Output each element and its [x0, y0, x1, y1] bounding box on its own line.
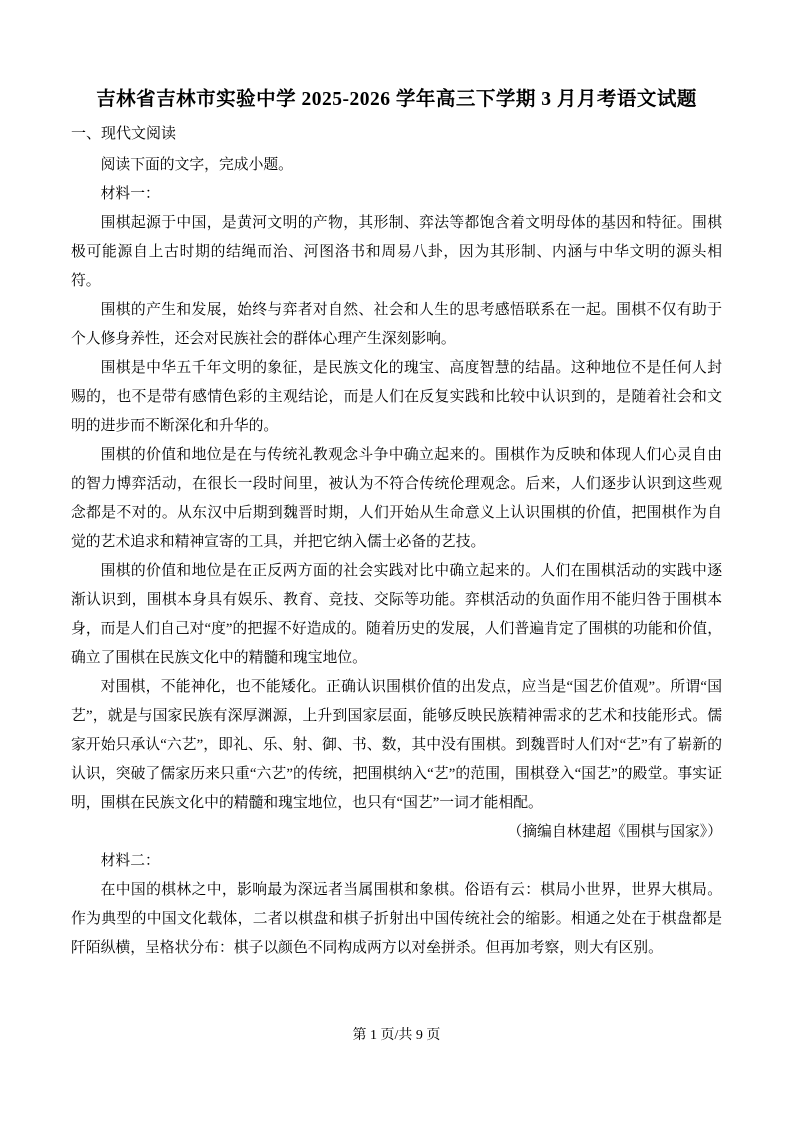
paragraph: 在中国的棋林之中，影响最为深远者当属围棋和象棋。俗语有云：棋局小世界，世界大棋局。作为典型的中国文化载体，二者以棋盘和棋子折射出中国传统社会的缩影。相通之处在于棋盘都是阡陌纵横，呈格状分布：棋子以颜色不同构成两方以对垒拼杀。但再加考察，则大有区别。 — [71, 882, 722, 957]
paragraph: 围棋的价值和地位是在与传统礼教观念斗争中确立起来的。围棋作为反映和体现人们心灵自由的智力博弈活动，在很长一段时间里，被认为不符合传统伦理观念。后来，人们逐步认识到这些观念都是不对的。从东汉中后期到魏晋时期，人们开始从生命意义上认识围棋的价值，把围棋作为自觉的艺术追求和精神宣寄的工具，并把它纳入儒士必备的艺技。 — [71, 447, 722, 551]
material-2-label: 材料二： — [100, 853, 160, 870]
reading-instruction: 阅读下面的文字，完成小题。 — [100, 157, 293, 174]
paragraph: 围棋的价值和地位是在正反两方面的社会实践对比中确立起来的。人们在围棋活动的实践中逐渐认识到，围棋本身具有娱乐、教育、竞技、交际等功能。弈棋活动的负面作用不能归咎于围棋本身，而是人们自己对“度”的把握不好造成的。随着历史的发展，人们普遍肯定了围棋的功能和价值，确立了围棋在民族文化中的精髓和瑰宝地位。 — [71, 563, 722, 667]
paragraph: 对围棋，不能神化，也不能矮化。正确认识围棋价值的出发点，应当是“国艺价值观”。所谓“国艺”，就是与国家民族有深厚渊源，上升到国家层面，能够反映民族精神需求的艺术和技能形式。儒家开始只承认“六艺”，即礼、乐、射、御、书、数，其中没有围棋。到魏晋时人们对“艺”有了崭新的认识，突破了儒家历来只重“六艺”的传统，把围棋纳入“艺”的范围，围棋登入“国艺”的殿堂。事实证明，围棋在民族文化中的精髓和瑰宝地位，也只有“国艺”一词才能相配。 — [71, 679, 722, 812]
page-number: 第 1 页/共 9 页 — [352, 1028, 441, 1043]
document-body — [71, 151, 722, 963]
paragraph: 围棋是中华五千年文明的象征，是民族文化的瑰宝、高度智慧的结晶。这种地位不是任何人封赐的，也不是带有感情色彩的主观结论，而是人们在反复实践和比较中认识到的，是随着社会和文明的进步而不断深化和升华的。 — [71, 360, 722, 435]
material-1-label: 材料一： — [100, 186, 160, 203]
paragraph: 围棋的产生和发展，始终与弈者对自然、社会和人生的思考感悟联系在一起。围棋不仅有助于个人修身养性，还会对民族社会的群体心理产生深刻影响。 — [71, 302, 722, 348]
attribution-line: （摘编自林建超《围棋与国家》） — [507, 824, 722, 841]
paragraph: 围棋起源于中国，是黄河文明的产物，其形制、弈法等都饱含着文明母体的基因和特征。围棋极可能源自上古时期的结绳而治、河图洛书和周易八卦，因为其形制、内涵与中华文明的源头相符。 — [71, 215, 722, 290]
section-heading-modern-text-reading: 一、现代文阅读 — [71, 126, 177, 143]
exam-title: 吉林省吉林市实验中学 2025-2026 学年高三下学期 3 月月考语文试题 — [96, 89, 697, 110]
